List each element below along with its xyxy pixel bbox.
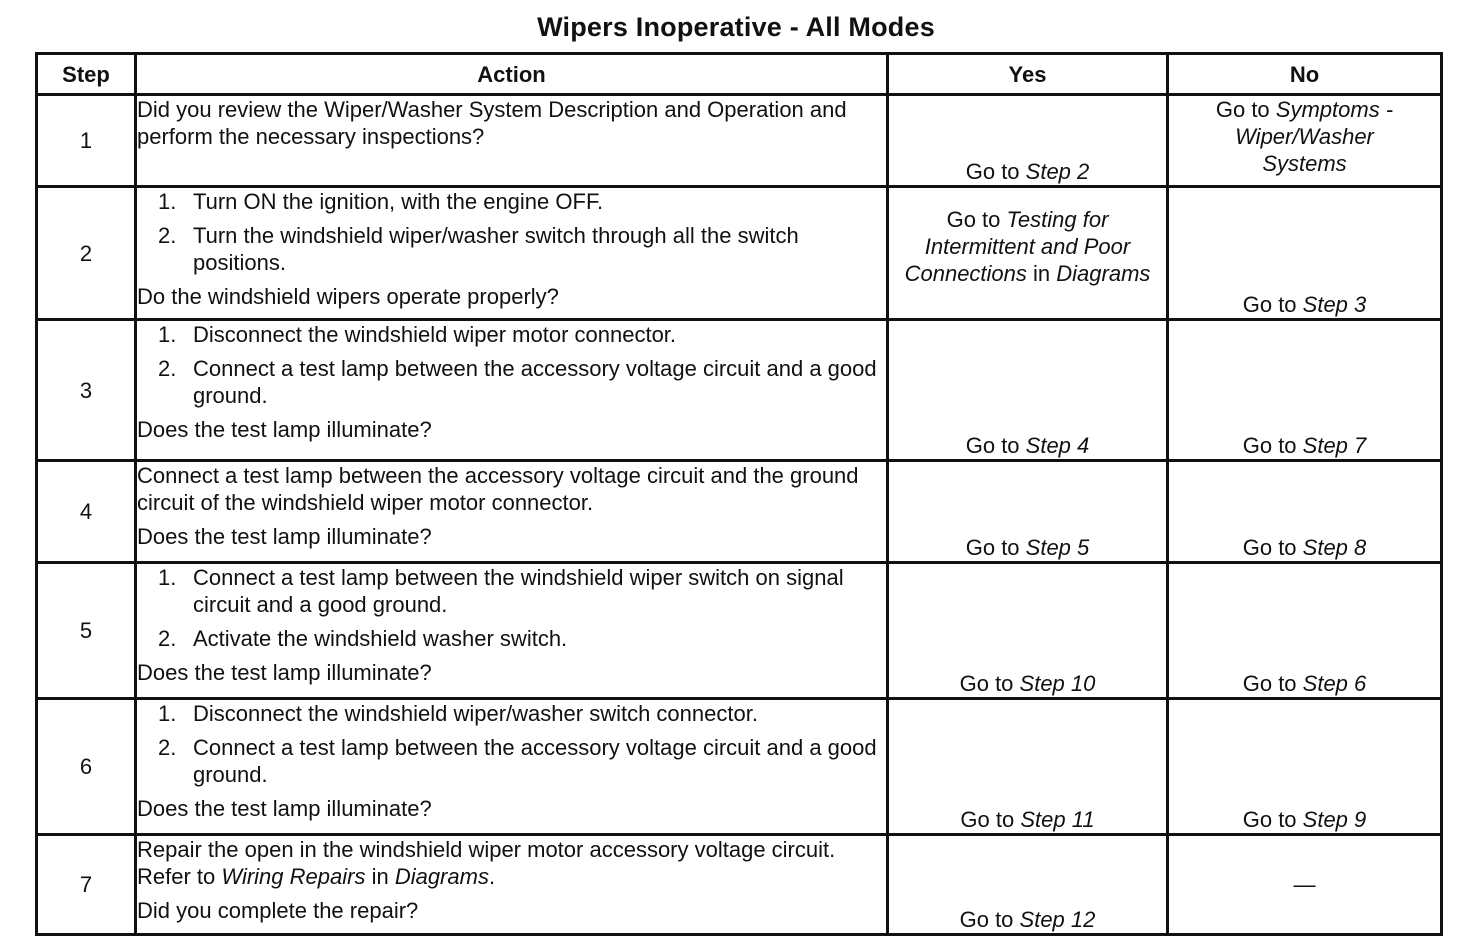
no-prefix: Go to [1242,433,1303,458]
yes-prefix: Go to [965,535,1026,560]
substep-text: Turn the windshield wiper/washer switch through all the switch positions. [193,223,799,275]
no-prefix: Go to [1242,807,1303,832]
action-question: Do the windshield wipers operate properly? [137,284,559,309]
yes-target: Step 2 [1025,159,1090,184]
yes-target: Step 10 [1019,671,1096,696]
substep-item [137,625,886,652]
action-text: Connect a test lamp between the accessory voltage circuit and the ground circuit of the windshield wiper motor connector. [137,463,859,515]
yes-target: Testing for Intermittent and Poor Connections [904,207,1131,286]
no-prefix: Go to [1242,671,1303,696]
yes-target-2: Diagrams [1056,261,1151,286]
action-text [137,836,886,890]
table-row [37,563,1442,699]
step-number: 1 [37,95,136,187]
no-target: Symptoms - Wiper/Washer Systems [1235,97,1394,176]
substep-text: Connect a test lamp between the accessory voltage circuit and a good ground. [193,356,877,408]
table-row [37,187,1442,320]
action-question: Does the test lamp illuminate? [137,660,432,685]
action-text-part: Repair the open in the windshield wiper motor accessory voltage circuit. Refer to [137,837,836,889]
step-number: 2 [37,187,136,320]
yes-cell [888,320,1168,461]
no-target: Step 9 [1302,807,1367,832]
column-header-action: Action [136,54,888,95]
no-cell [1168,835,1442,935]
no-target: Step 8 [1302,535,1367,560]
no-target: Step 3 [1302,292,1367,317]
action-text: Did you review the Wiper/Washer System Description and Operation and perform the necessary inspections? [137,97,847,149]
substep-number: 1. [158,565,177,590]
action-question: Did you complete the repair? [137,898,419,923]
yes-target: Step 5 [1025,535,1090,560]
no-cell [1168,187,1442,320]
yes-target: Step 12 [1019,907,1096,932]
action-cell [136,563,888,699]
substep-list [137,564,886,652]
substep-list [137,321,886,409]
yes-target: Step 4 [1025,433,1090,458]
no-target: Step 6 [1302,671,1367,696]
yes-cell [888,563,1168,699]
yes-cell [888,699,1168,835]
table-row [37,95,1442,187]
no-cell [1168,95,1442,187]
substep-list [137,188,886,276]
yes-cell [888,835,1168,935]
substep-text: Connect a test lamp between the accessory voltage circuit and a good ground. [193,735,877,787]
action-link-diagrams: Diagrams [394,864,489,889]
action-link-wiring-repairs: Wiring Repairs [221,864,366,889]
step-number: 7 [37,835,136,935]
yes-mid: in [1026,261,1057,286]
yes-prefix: Go to [946,207,1007,232]
substep-number: 2. [158,356,177,381]
step-number: 6 [37,699,136,835]
column-header-yes: Yes [888,54,1168,95]
action-cell [136,320,888,461]
action-text-suffix: . [488,864,496,889]
column-header-no: No [1168,54,1442,95]
action-cell [136,835,888,935]
yes-prefix: Go to [959,907,1020,932]
no-dash: — [1293,872,1316,897]
yes-prefix: Go to [965,433,1026,458]
substep-text: Connect a test lamp between the windshield wiper switch on signal circuit and a good ground. [193,565,844,617]
no-target: Step 7 [1302,433,1367,458]
substep-number: 1. [158,701,177,726]
table-row [37,320,1442,461]
substep-list [137,700,886,788]
substep-text: Disconnect the windshield wiper/washer switch connector. [193,701,758,726]
substep-text: Disconnect the windshield wiper motor connector. [193,322,677,347]
substep-text: Activate the windshield washer switch. [193,626,568,651]
substep-item [137,188,886,215]
no-cell [1168,320,1442,461]
step-number: 4 [37,461,136,563]
substep-item [137,222,886,276]
action-cell [136,95,888,187]
yes-cell [888,461,1168,563]
substep-item [137,734,886,788]
action-question: Does the test lamp illuminate? [137,524,432,549]
yes-target: Step 11 [1020,807,1095,832]
action-text-mid: in [365,864,395,889]
substep-number: 1. [158,189,177,214]
table-row [37,835,1442,935]
yes-prefix: Go to [959,671,1020,696]
substep-number: 1. [158,322,177,347]
no-cell [1168,699,1442,835]
substep-item [137,355,886,409]
table-header-row [37,54,1442,95]
substep-number: 2. [158,626,177,651]
no-prefix: Go to [1242,535,1303,560]
yes-cell [888,95,1168,187]
yes-prefix: Go to [960,807,1021,832]
diagnostic-table [35,52,1443,936]
no-cell [1168,563,1442,699]
action-question: Does the test lamp illuminate? [137,796,432,821]
yes-prefix: Go to [965,159,1026,184]
no-cell [1168,461,1442,563]
no-prefix: Go to [1242,292,1303,317]
page-title: Wipers Inoperative - All Modes [537,12,935,42]
action-cell [136,461,888,563]
table-row [37,699,1442,835]
action-question: Does the test lamp illuminate? [137,417,432,442]
step-number: 5 [37,563,136,699]
substep-item [137,564,886,618]
substep-item [137,700,886,727]
substep-number: 2. [158,223,177,248]
action-cell [136,187,888,320]
substep-text: Turn ON the ignition, with the engine OFF. [193,189,604,214]
no-prefix: Go to [1215,97,1276,122]
step-number: 3 [37,320,136,461]
column-header-step: Step [37,54,136,95]
action-cell [136,699,888,835]
yes-cell [888,187,1168,320]
substep-number: 2. [158,735,177,760]
table-row [37,461,1442,563]
substep-item [137,321,886,348]
